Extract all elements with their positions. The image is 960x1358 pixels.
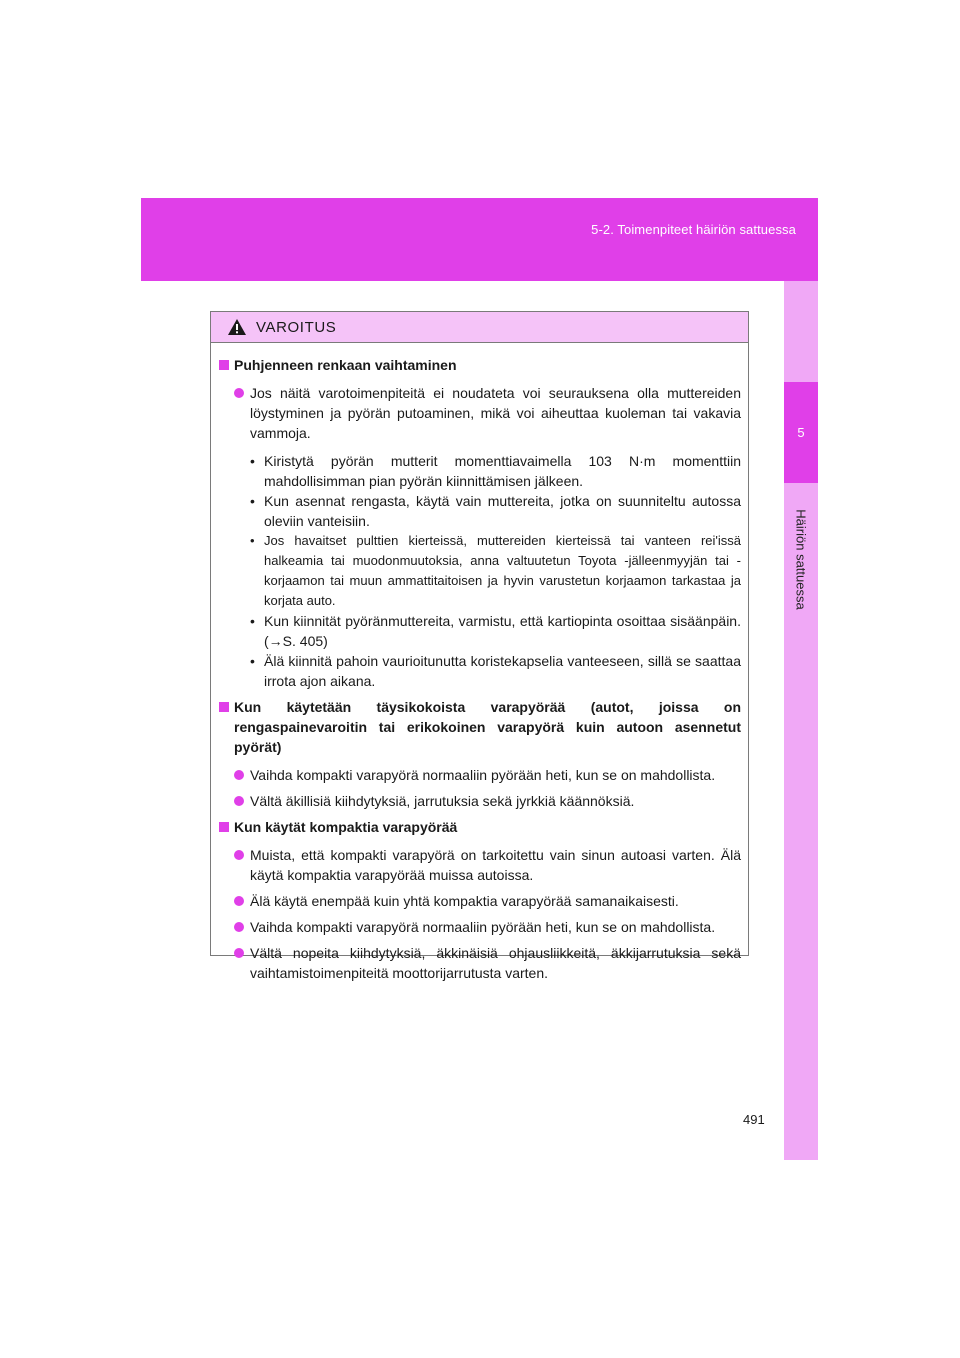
round-bullet-icon — [234, 796, 244, 806]
section-heading-text: Kun käytetään täysikokoista varapyörää (autot, joissa on rengaspainevaroitin tai erikokoinen varapyörä kuin autoon asennetut pyörät) — [234, 699, 741, 755]
bullet-item — [218, 845, 741, 885]
bullet-text: Älä käytä enempää kuin yhtä kompaktia varapyörää samanaikaisesti. — [250, 893, 679, 909]
bullet-text: Muista, että kompakti varapyörä on tarkoitettu vain sinun autoasi varten. Älä käytä kompaktia varapyörää muissa autoissa. — [250, 847, 741, 883]
warning-title: VAROITUS — [256, 318, 337, 336]
bullet-text: Vaihda kompakti varapyörä normaaliin pyörään heti, kun se on mahdollista. — [250, 919, 716, 935]
header-band — [141, 198, 818, 281]
bullet-text: Vältä nopeita kiihdytyksiä, äkkinäisiä ohjausliikkeitä, äkkijarrutuksia sekä vaihtamistoimenpiteitä moottorijarrutusta varten. — [250, 945, 741, 981]
square-bullet-icon — [219, 822, 229, 832]
section-heading-compact-spare — [218, 817, 741, 837]
bullet-item — [218, 943, 741, 983]
warning-header — [211, 312, 748, 343]
sub-list — [218, 451, 741, 691]
sub-item — [250, 491, 741, 531]
round-bullet-icon — [234, 922, 244, 932]
bullet-text: Jos näitä varotoimenpiteitä ei noudateta voi seurauksena olla muttereiden löystyminen ja pyörän putoaminen, mikä voi aiheuttaa kuoleman tai vakavia vammoja. — [250, 385, 741, 441]
sub-bullet-icon: • — [250, 653, 255, 669]
sub-bullet-icon: • — [250, 613, 255, 629]
chapter-title — [784, 499, 818, 619]
round-bullet-icon — [234, 770, 244, 780]
bullet-item — [218, 917, 741, 937]
square-bullet-icon — [219, 360, 229, 370]
warning-box — [210, 311, 749, 981]
sub-item-text: Älä kiinnitä pahoin vaurioitunutta koristekapselia vanteeseen, sillä se saattaa irrota ajon aikana. — [264, 653, 741, 689]
page-number: 491 — [743, 1112, 765, 1127]
sub-item — [250, 451, 741, 491]
sub-item — [250, 611, 741, 651]
round-bullet-icon — [234, 388, 244, 398]
bullet-item — [218, 891, 741, 911]
sub-bullet-icon: • — [250, 453, 255, 469]
warning-body — [211, 343, 748, 983]
sub-item — [250, 651, 741, 691]
bullet-text: Vaihda kompakti varapyörä normaaliin pyörään heti, kun se on mahdollista. — [250, 767, 716, 783]
sub-bullet-icon: • — [250, 493, 255, 509]
section-title: 5-2. Toimenpiteet häiriön sattuessa — [591, 222, 796, 237]
sub-item-text: Jos havaitset pulttien kierteissä, muttereiden kierteissä tai vanteen rei'issä halkeamia tai muodonmuutoksia, anna valtuutetun Toyota -jälleenmyyjän tai -korjaamon tai muun ammattitaitoisen ja hyvin varustetun korjaamon tarkastaa ja korjata auto. — [264, 533, 741, 608]
bullet-item — [218, 383, 741, 443]
sub-item — [250, 531, 741, 611]
bullet-item — [218, 765, 741, 785]
side-tab — [784, 281, 818, 1160]
section-heading-flat-tire — [218, 355, 741, 375]
chapter-number: 5 — [797, 425, 805, 440]
section-heading-text: Kun käytät kompaktia varapyörää — [234, 819, 458, 835]
bullet-text: Vältä äkillisiä kiihdytyksiä, jarrutuksia sekä jyrkkiä käännöksiä. — [250, 793, 635, 809]
sub-item-text: Kiristytä pyörän mutterit momenttiavaimella 103 N·m momenttiin mahdollisimman pian pyörän kiinnittämisen jälkeen. — [264, 453, 741, 489]
sub-item-text: Kun asennat rengasta, käytä vain muttereita, jotka on suunniteltu autossa oleviin vanteisiin. — [264, 493, 741, 529]
sub-item-text: Kun kiinnität pyöränmuttereita, varmistu, että kartiopinta osoittaa sisäänpäin. (→S. 405) — [264, 613, 741, 649]
round-bullet-icon — [234, 896, 244, 906]
warning-triangle-icon — [227, 318, 247, 336]
section-heading-full-size-spare — [218, 697, 741, 757]
round-bullet-icon — [234, 850, 244, 860]
chapter-number-tab — [784, 382, 818, 483]
chapter-title-text: Häiriön sattuessa — [793, 508, 809, 610]
bullet-item — [218, 791, 741, 811]
round-bullet-icon — [234, 948, 244, 958]
section-heading-text: Puhjenneen renkaan vaihtaminen — [234, 357, 457, 373]
square-bullet-icon — [219, 702, 229, 712]
sub-bullet-icon: • — [250, 533, 255, 548]
